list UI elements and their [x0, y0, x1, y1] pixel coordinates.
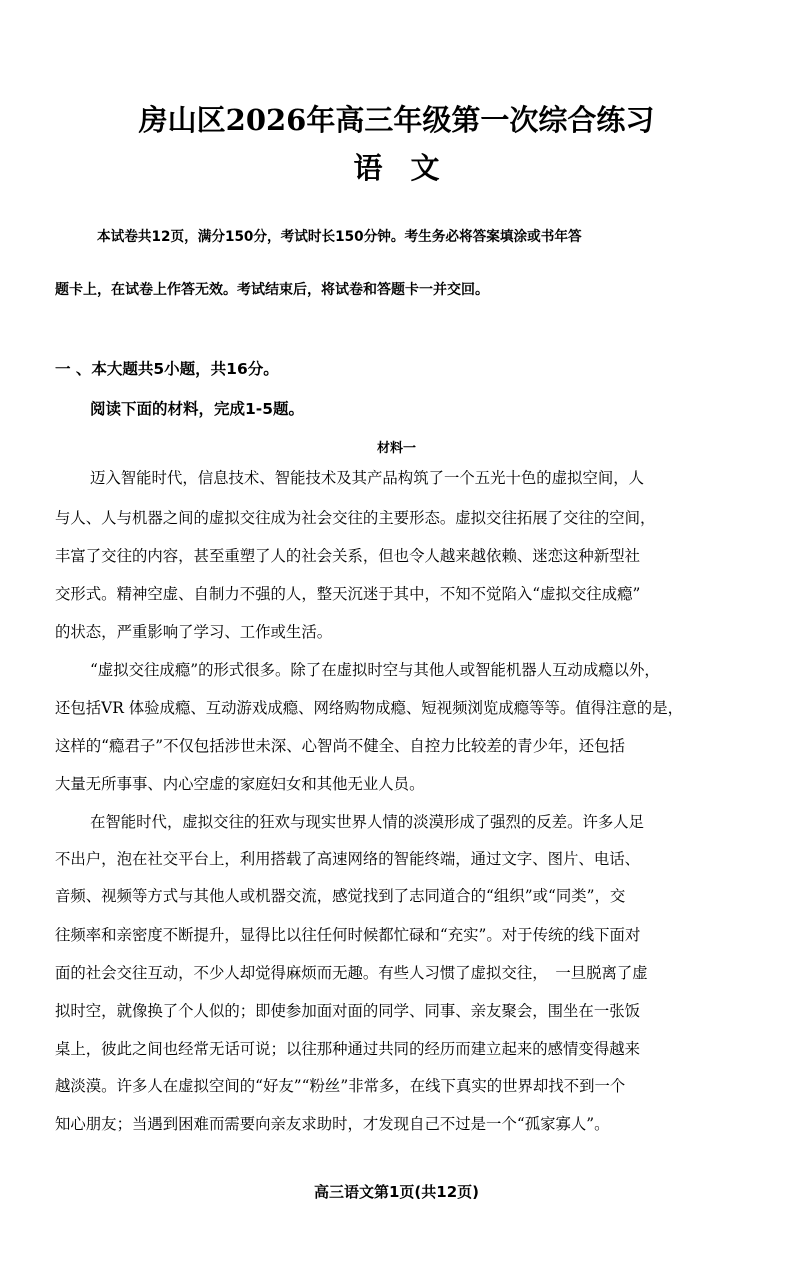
- paragraph-line: 不出户，泡在社交平台上，利用搭载了高速网络的智能终端，通过文字、图片、电话、: [55, 850, 641, 868]
- paragraph-line: 桌上，彼此之间也经常无话可说；以往那种通过共同的经历而建立起来的感情变得越来: [55, 1040, 641, 1058]
- paragraph-line: 迈入智能时代，信息技术、智能技术及其产品构筑了一个五光十色的虚拟空间，人: [90, 469, 645, 487]
- paragraph-line: 知心朋友；当遇到困难而需要向亲友求助时，才发现自己不过是一个“孤家寡人”。: [55, 1115, 610, 1133]
- subject-char-1: 语: [353, 151, 383, 185]
- paragraph-line: 大量无所事事、内心空虚的家庭妇女和其他无业人员。: [55, 775, 425, 793]
- paragraph-line: 越淡漠。许多人在虚拟空间的“好友”“粉丝”非常多，在线下真实的世界却找不到一个: [55, 1077, 626, 1095]
- paragraph-line: 面的社会交往互动，不少人却觉得麻烦而无趣。有些人习惯了虚拟交往， 一旦脱离了虚: [55, 964, 648, 982]
- paragraph-line: 丰富了交往的内容，甚至重塑了人的社会关系，但也令人越来越依赖、迷恋这种新型社: [55, 547, 641, 565]
- notice-line-1: 本试卷共12页，满分150分，考试时长150分钟。考生务必将答案填涂或书年答: [97, 229, 582, 245]
- section-heading: 一 、本大题共5小题，共16分。: [55, 360, 279, 378]
- paragraph-line: 与人、人与机器之间的虚拟交往成为社会交往的主要形态。虚拟交往拓展了交往的空间，: [55, 509, 656, 527]
- exam-title: 房山区2026年高三年级第一次综合练习: [138, 103, 655, 137]
- paragraph-line: 的状态，严重影响了学习、工作或生活。: [55, 623, 333, 641]
- paragraph-line: 在智能时代，虚拟交往的狂欢与现实世界人情的淡漠形成了强烈的反差。许多人足: [90, 813, 645, 831]
- paragraph-line: 拟时空，就像换了个人似的；即使参加面对面的同学、同事、亲友聚会，围坐在一张饭: [55, 1002, 641, 1020]
- paragraph-line: 音频、视频等方式与其他人或机器交流，感觉找到了志同道合的“组织”或“同类”，交: [55, 887, 626, 905]
- paragraph-line: 交形式。精神空虚、自制力不强的人，整天沉迷于其中，不知不觉陷入“虚拟交往成瘾”: [55, 585, 641, 603]
- notice-line-2: 题卡上，在试卷上作答无效。考试结束后，将试卷和答题卡一并交回。: [55, 282, 489, 298]
- subject-char-2: 文: [410, 151, 440, 185]
- paragraph-line: 往频率和亲密度不断提升，显得比以往任何时候都忙碌和“充实”。对于传统的线下面对: [55, 926, 641, 944]
- paragraph-line: “虚拟交往成瘾”的形式很多。除了在虚拟时空与其他人或智能机器人互动成瘾以外，: [90, 661, 660, 679]
- material-title: 材料一: [376, 441, 416, 456]
- page-footer: 高三语文第1页(共12页): [313, 1183, 480, 1201]
- paragraph-line: 这样的“瘾君子”不仅包括涉世未深、心智尚不健全、自控力比较差的青少年，还包括: [55, 737, 625, 755]
- subject-title: [0, 146, 793, 187]
- paragraph-line: 还包括VR 体验成瘾、互动游戏成瘾、网络购物成瘾、短视频浏览成瘾等等。值得注意的是，: [55, 699, 683, 717]
- section-instruction: 阅读下面的材料，完成1-5题。: [90, 400, 305, 418]
